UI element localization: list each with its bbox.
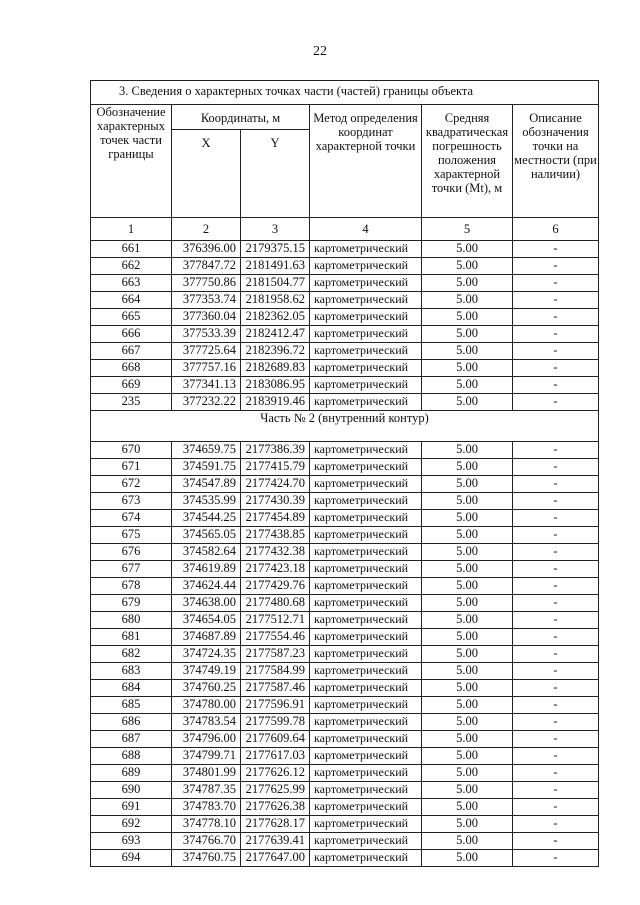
coord-y-cell: 2177626.12 (241, 765, 310, 782)
point-id-cell: 685 (91, 697, 172, 714)
method-cell: картометрический (310, 612, 422, 629)
table-row (91, 731, 599, 748)
description-cell: - (513, 476, 599, 493)
table-row (91, 275, 599, 292)
coord-x-cell: 374760.75 (172, 850, 241, 867)
coord-x-cell: 374654.05 (172, 612, 241, 629)
accuracy-cell: 5.00 (422, 629, 513, 646)
coord-x-cell: 374565.05 (172, 527, 241, 544)
description-cell: - (513, 561, 599, 578)
description-cell: - (513, 629, 599, 646)
table-row (91, 680, 599, 697)
point-id-cell: 684 (91, 680, 172, 697)
coord-y-cell: 2182412.47 (241, 326, 310, 343)
coord-x-cell: 374547.89 (172, 476, 241, 493)
header-point-designation: Обозначение характерных точек части границы (91, 105, 172, 218)
section-row (91, 411, 599, 442)
accuracy-cell: 5.00 (422, 850, 513, 867)
method-cell: картометрический (310, 493, 422, 510)
table-row (91, 833, 599, 850)
method-cell: картометрический (310, 510, 422, 527)
column-number: 2 (172, 218, 241, 241)
coord-y-cell: 2182362.05 (241, 309, 310, 326)
header-coordinates: Координаты, м (172, 105, 310, 130)
description-cell: - (513, 850, 599, 867)
method-cell: картометрический (310, 680, 422, 697)
method-cell: картометрический (310, 850, 422, 867)
table-row (91, 646, 599, 663)
accuracy-cell: 5.00 (422, 360, 513, 377)
method-cell: картометрический (310, 377, 422, 394)
description-cell: - (513, 765, 599, 782)
point-id-cell: 679 (91, 595, 172, 612)
description-cell: - (513, 833, 599, 850)
table-row (91, 241, 599, 258)
method-cell: картометрический (310, 544, 422, 561)
coord-x-cell: 377232.22 (172, 394, 241, 411)
accuracy-cell: 5.00 (422, 680, 513, 697)
table-row (91, 493, 599, 510)
table-caption: 3. Сведения о характерных точках части (частей) границы объекта (91, 81, 599, 105)
coord-y-cell: 2183919.46 (241, 394, 310, 411)
point-id-cell: 686 (91, 714, 172, 731)
point-id-cell: 663 (91, 275, 172, 292)
description-cell: - (513, 241, 599, 258)
method-cell: картометрический (310, 343, 422, 360)
point-id-cell: 673 (91, 493, 172, 510)
method-cell: картометрический (310, 527, 422, 544)
point-id-cell: 662 (91, 258, 172, 275)
accuracy-cell: 5.00 (422, 782, 513, 799)
point-id-cell: 669 (91, 377, 172, 394)
column-number: 3 (241, 218, 310, 241)
coord-x-cell: 374624.44 (172, 578, 241, 595)
table-row (91, 714, 599, 731)
coord-x-cell: 376396.00 (172, 241, 241, 258)
method-cell: картометрический (310, 714, 422, 731)
point-id-cell: 661 (91, 241, 172, 258)
accuracy-cell: 5.00 (422, 561, 513, 578)
point-id-cell: 680 (91, 612, 172, 629)
description-cell: - (513, 680, 599, 697)
table-row (91, 629, 599, 646)
method-cell: картометрический (310, 326, 422, 343)
accuracy-cell: 5.00 (422, 731, 513, 748)
point-id-cell: 694 (91, 850, 172, 867)
table-row (91, 442, 599, 459)
description-cell: - (513, 275, 599, 292)
coord-x-cell: 374766.70 (172, 833, 241, 850)
point-id-cell: 670 (91, 442, 172, 459)
accuracy-cell: 5.00 (422, 816, 513, 833)
coord-y-cell: 2177423.18 (241, 561, 310, 578)
method-cell: картометрический (310, 578, 422, 595)
method-cell: картометрический (310, 258, 422, 275)
description-cell: - (513, 459, 599, 476)
method-cell: картометрический (310, 275, 422, 292)
method-cell: картометрический (310, 816, 422, 833)
table-row (91, 595, 599, 612)
accuracy-cell: 5.00 (422, 544, 513, 561)
coord-x-cell: 374787.35 (172, 782, 241, 799)
section-title: Часть № 2 (внутренний контур) (91, 411, 599, 442)
table-row (91, 377, 599, 394)
accuracy-cell: 5.00 (422, 292, 513, 309)
method-cell: картометрический (310, 241, 422, 258)
accuracy-cell: 5.00 (422, 697, 513, 714)
point-id-cell: 668 (91, 360, 172, 377)
method-cell: картометрический (310, 309, 422, 326)
coord-x-cell: 374582.64 (172, 544, 241, 561)
accuracy-cell: 5.00 (422, 578, 513, 595)
coord-x-cell: 377725.64 (172, 343, 241, 360)
accuracy-cell: 5.00 (422, 748, 513, 765)
coord-x-cell: 377353.74 (172, 292, 241, 309)
method-cell: картометрический (310, 292, 422, 309)
accuracy-cell: 5.00 (422, 394, 513, 411)
description-cell: - (513, 714, 599, 731)
coord-y-cell: 2177430.39 (241, 493, 310, 510)
column-number: 1 (91, 218, 172, 241)
coord-x-cell: 374780.00 (172, 697, 241, 714)
boundary-points-table (90, 80, 599, 867)
coord-x-cell: 374659.75 (172, 442, 241, 459)
coord-y-cell: 2177432.38 (241, 544, 310, 561)
description-cell: - (513, 578, 599, 595)
table-row (91, 309, 599, 326)
header-row (91, 105, 599, 130)
header-y: Y (241, 130, 310, 218)
coord-x-cell: 374535.99 (172, 493, 241, 510)
table-row (91, 510, 599, 527)
method-cell: картометрический (310, 833, 422, 850)
description-cell: - (513, 258, 599, 275)
point-id-cell: 665 (91, 309, 172, 326)
accuracy-cell: 5.00 (422, 595, 513, 612)
method-cell: картометрический (310, 595, 422, 612)
accuracy-cell: 5.00 (422, 765, 513, 782)
accuracy-cell: 5.00 (422, 833, 513, 850)
coord-y-cell: 2177639.41 (241, 833, 310, 850)
description-cell: - (513, 731, 599, 748)
table-row (91, 612, 599, 629)
accuracy-cell: 5.00 (422, 527, 513, 544)
coord-y-cell: 2177438.85 (241, 527, 310, 544)
coord-x-cell: 374760.25 (172, 680, 241, 697)
coord-y-cell: 2181491.63 (241, 258, 310, 275)
table-row (91, 459, 599, 476)
point-id-cell: 692 (91, 816, 172, 833)
table-row (91, 697, 599, 714)
coord-y-cell: 2177512.71 (241, 612, 310, 629)
table-row (91, 765, 599, 782)
page-number: 22 (313, 44, 327, 59)
description-cell: - (513, 612, 599, 629)
coord-y-cell: 2177596.91 (241, 697, 310, 714)
table-row (91, 663, 599, 680)
coord-y-cell: 2177386.39 (241, 442, 310, 459)
point-id-cell: 666 (91, 326, 172, 343)
point-id-cell: 674 (91, 510, 172, 527)
description-cell: - (513, 292, 599, 309)
accuracy-cell: 5.00 (422, 459, 513, 476)
table-row (91, 850, 599, 867)
coord-y-cell: 2177454.89 (241, 510, 310, 527)
method-cell: картометрический (310, 561, 422, 578)
table-row (91, 394, 599, 411)
coord-x-cell: 374619.89 (172, 561, 241, 578)
table-row (91, 476, 599, 493)
header-x: X (172, 130, 241, 218)
point-id-cell: 671 (91, 459, 172, 476)
point-id-cell: 687 (91, 731, 172, 748)
coord-y-cell: 2177424.70 (241, 476, 310, 493)
table-row (91, 816, 599, 833)
point-id-cell: 691 (91, 799, 172, 816)
column-number: 6 (513, 218, 599, 241)
description-cell: - (513, 663, 599, 680)
point-id-cell: 688 (91, 748, 172, 765)
table-row (91, 561, 599, 578)
method-cell: картометрический (310, 459, 422, 476)
point-id-cell: 683 (91, 663, 172, 680)
table-row (91, 544, 599, 561)
coord-y-cell: 2177554.46 (241, 629, 310, 646)
header-method: Метод определения координат характерной точки (310, 105, 422, 218)
coord-y-cell: 2183086.95 (241, 377, 310, 394)
accuracy-cell: 5.00 (422, 343, 513, 360)
description-cell: - (513, 646, 599, 663)
accuracy-cell: 5.00 (422, 241, 513, 258)
point-id-cell: 675 (91, 527, 172, 544)
accuracy-cell: 5.00 (422, 612, 513, 629)
table-row (91, 748, 599, 765)
coord-y-cell: 2177599.78 (241, 714, 310, 731)
description-cell: - (513, 326, 599, 343)
point-id-cell: 689 (91, 765, 172, 782)
coord-x-cell: 374799.71 (172, 748, 241, 765)
description-cell: - (513, 377, 599, 394)
description-cell: - (513, 782, 599, 799)
description-cell: - (513, 442, 599, 459)
coord-x-cell: 377533.39 (172, 326, 241, 343)
coord-x-cell: 374801.99 (172, 765, 241, 782)
point-id-cell: 235 (91, 394, 172, 411)
point-id-cell: 672 (91, 476, 172, 493)
method-cell: картометрический (310, 360, 422, 377)
point-id-cell: 664 (91, 292, 172, 309)
description-cell: - (513, 816, 599, 833)
point-id-cell: 676 (91, 544, 172, 561)
coord-x-cell: 374783.54 (172, 714, 241, 731)
column-numbers-row (91, 218, 599, 241)
accuracy-cell: 5.00 (422, 442, 513, 459)
description-cell: - (513, 595, 599, 612)
method-cell: картометрический (310, 442, 422, 459)
coord-y-cell: 2177584.99 (241, 663, 310, 680)
coord-x-cell: 374778.10 (172, 816, 241, 833)
accuracy-cell: 5.00 (422, 309, 513, 326)
accuracy-cell: 5.00 (422, 275, 513, 292)
column-number: 4 (310, 218, 422, 241)
accuracy-cell: 5.00 (422, 377, 513, 394)
description-cell: - (513, 343, 599, 360)
coord-x-cell: 377750.86 (172, 275, 241, 292)
coord-x-cell: 377360.04 (172, 309, 241, 326)
table-row (91, 343, 599, 360)
method-cell: картометрический (310, 765, 422, 782)
description-cell: - (513, 309, 599, 326)
coord-y-cell: 2181958.62 (241, 292, 310, 309)
coord-x-cell: 374591.75 (172, 459, 241, 476)
table-row (91, 782, 599, 799)
description-cell: - (513, 360, 599, 377)
coord-y-cell: 2177587.46 (241, 680, 310, 697)
table-row (91, 292, 599, 309)
description-cell: - (513, 527, 599, 544)
method-cell: картометрический (310, 476, 422, 493)
coord-x-cell: 374783.70 (172, 799, 241, 816)
coord-y-cell: 2177625.99 (241, 782, 310, 799)
coord-y-cell: 2177609.64 (241, 731, 310, 748)
table-row (91, 527, 599, 544)
coord-x-cell: 374638.00 (172, 595, 241, 612)
point-id-cell: 667 (91, 343, 172, 360)
method-cell: картометрический (310, 646, 422, 663)
method-cell: картометрический (310, 663, 422, 680)
coord-y-cell: 2177626.38 (241, 799, 310, 816)
table-row (91, 258, 599, 275)
description-cell: - (513, 510, 599, 527)
coord-y-cell: 2177647.00 (241, 850, 310, 867)
table-row (91, 578, 599, 595)
description-cell: - (513, 544, 599, 561)
table-row (91, 360, 599, 377)
method-cell: картометрический (310, 629, 422, 646)
coord-y-cell: 2177415.79 (241, 459, 310, 476)
method-cell: картометрический (310, 748, 422, 765)
coord-y-cell: 2177587.23 (241, 646, 310, 663)
coord-y-cell: 2177480.68 (241, 595, 310, 612)
table-row (91, 799, 599, 816)
point-id-cell: 693 (91, 833, 172, 850)
coord-y-cell: 2177617.03 (241, 748, 310, 765)
description-cell: - (513, 748, 599, 765)
accuracy-cell: 5.00 (422, 646, 513, 663)
coord-x-cell: 377341.13 (172, 377, 241, 394)
point-id-cell: 682 (91, 646, 172, 663)
description-cell: - (513, 394, 599, 411)
method-cell: картометрический (310, 782, 422, 799)
accuracy-cell: 5.00 (422, 326, 513, 343)
description-cell: - (513, 493, 599, 510)
method-cell: картометрический (310, 697, 422, 714)
column-number: 5 (422, 218, 513, 241)
header-accuracy: Средняя квадратическая погрешность положения характерной точки (Mt), м (422, 105, 513, 218)
coord-x-cell: 374544.25 (172, 510, 241, 527)
coord-y-cell: 2179375.15 (241, 241, 310, 258)
table-caption-row (91, 81, 599, 105)
accuracy-cell: 5.00 (422, 476, 513, 493)
point-id-cell: 677 (91, 561, 172, 578)
coord-x-cell: 377847.72 (172, 258, 241, 275)
accuracy-cell: 5.00 (422, 799, 513, 816)
coord-x-cell: 377757.16 (172, 360, 241, 377)
point-id-cell: 681 (91, 629, 172, 646)
coord-y-cell: 2177429.76 (241, 578, 310, 595)
point-id-cell: 678 (91, 578, 172, 595)
coord-x-cell: 374687.89 (172, 629, 241, 646)
coord-x-cell: 374724.35 (172, 646, 241, 663)
coord-y-cell: 2182689.83 (241, 360, 310, 377)
description-cell: - (513, 799, 599, 816)
method-cell: картометрический (310, 731, 422, 748)
point-id-cell: 690 (91, 782, 172, 799)
coord-y-cell: 2181504.77 (241, 275, 310, 292)
accuracy-cell: 5.00 (422, 714, 513, 731)
table-row (91, 326, 599, 343)
description-cell: - (513, 697, 599, 714)
coord-y-cell: 2177628.17 (241, 816, 310, 833)
coord-x-cell: 374749.19 (172, 663, 241, 680)
coord-y-cell: 2182396.72 (241, 343, 310, 360)
accuracy-cell: 5.00 (422, 258, 513, 275)
accuracy-cell: 5.00 (422, 493, 513, 510)
method-cell: картометрический (310, 394, 422, 411)
header-description: Описание обозначения точки на местности (при наличии) (513, 105, 599, 218)
accuracy-cell: 5.00 (422, 663, 513, 680)
accuracy-cell: 5.00 (422, 510, 513, 527)
coord-x-cell: 374796.00 (172, 731, 241, 748)
method-cell: картометрический (310, 799, 422, 816)
